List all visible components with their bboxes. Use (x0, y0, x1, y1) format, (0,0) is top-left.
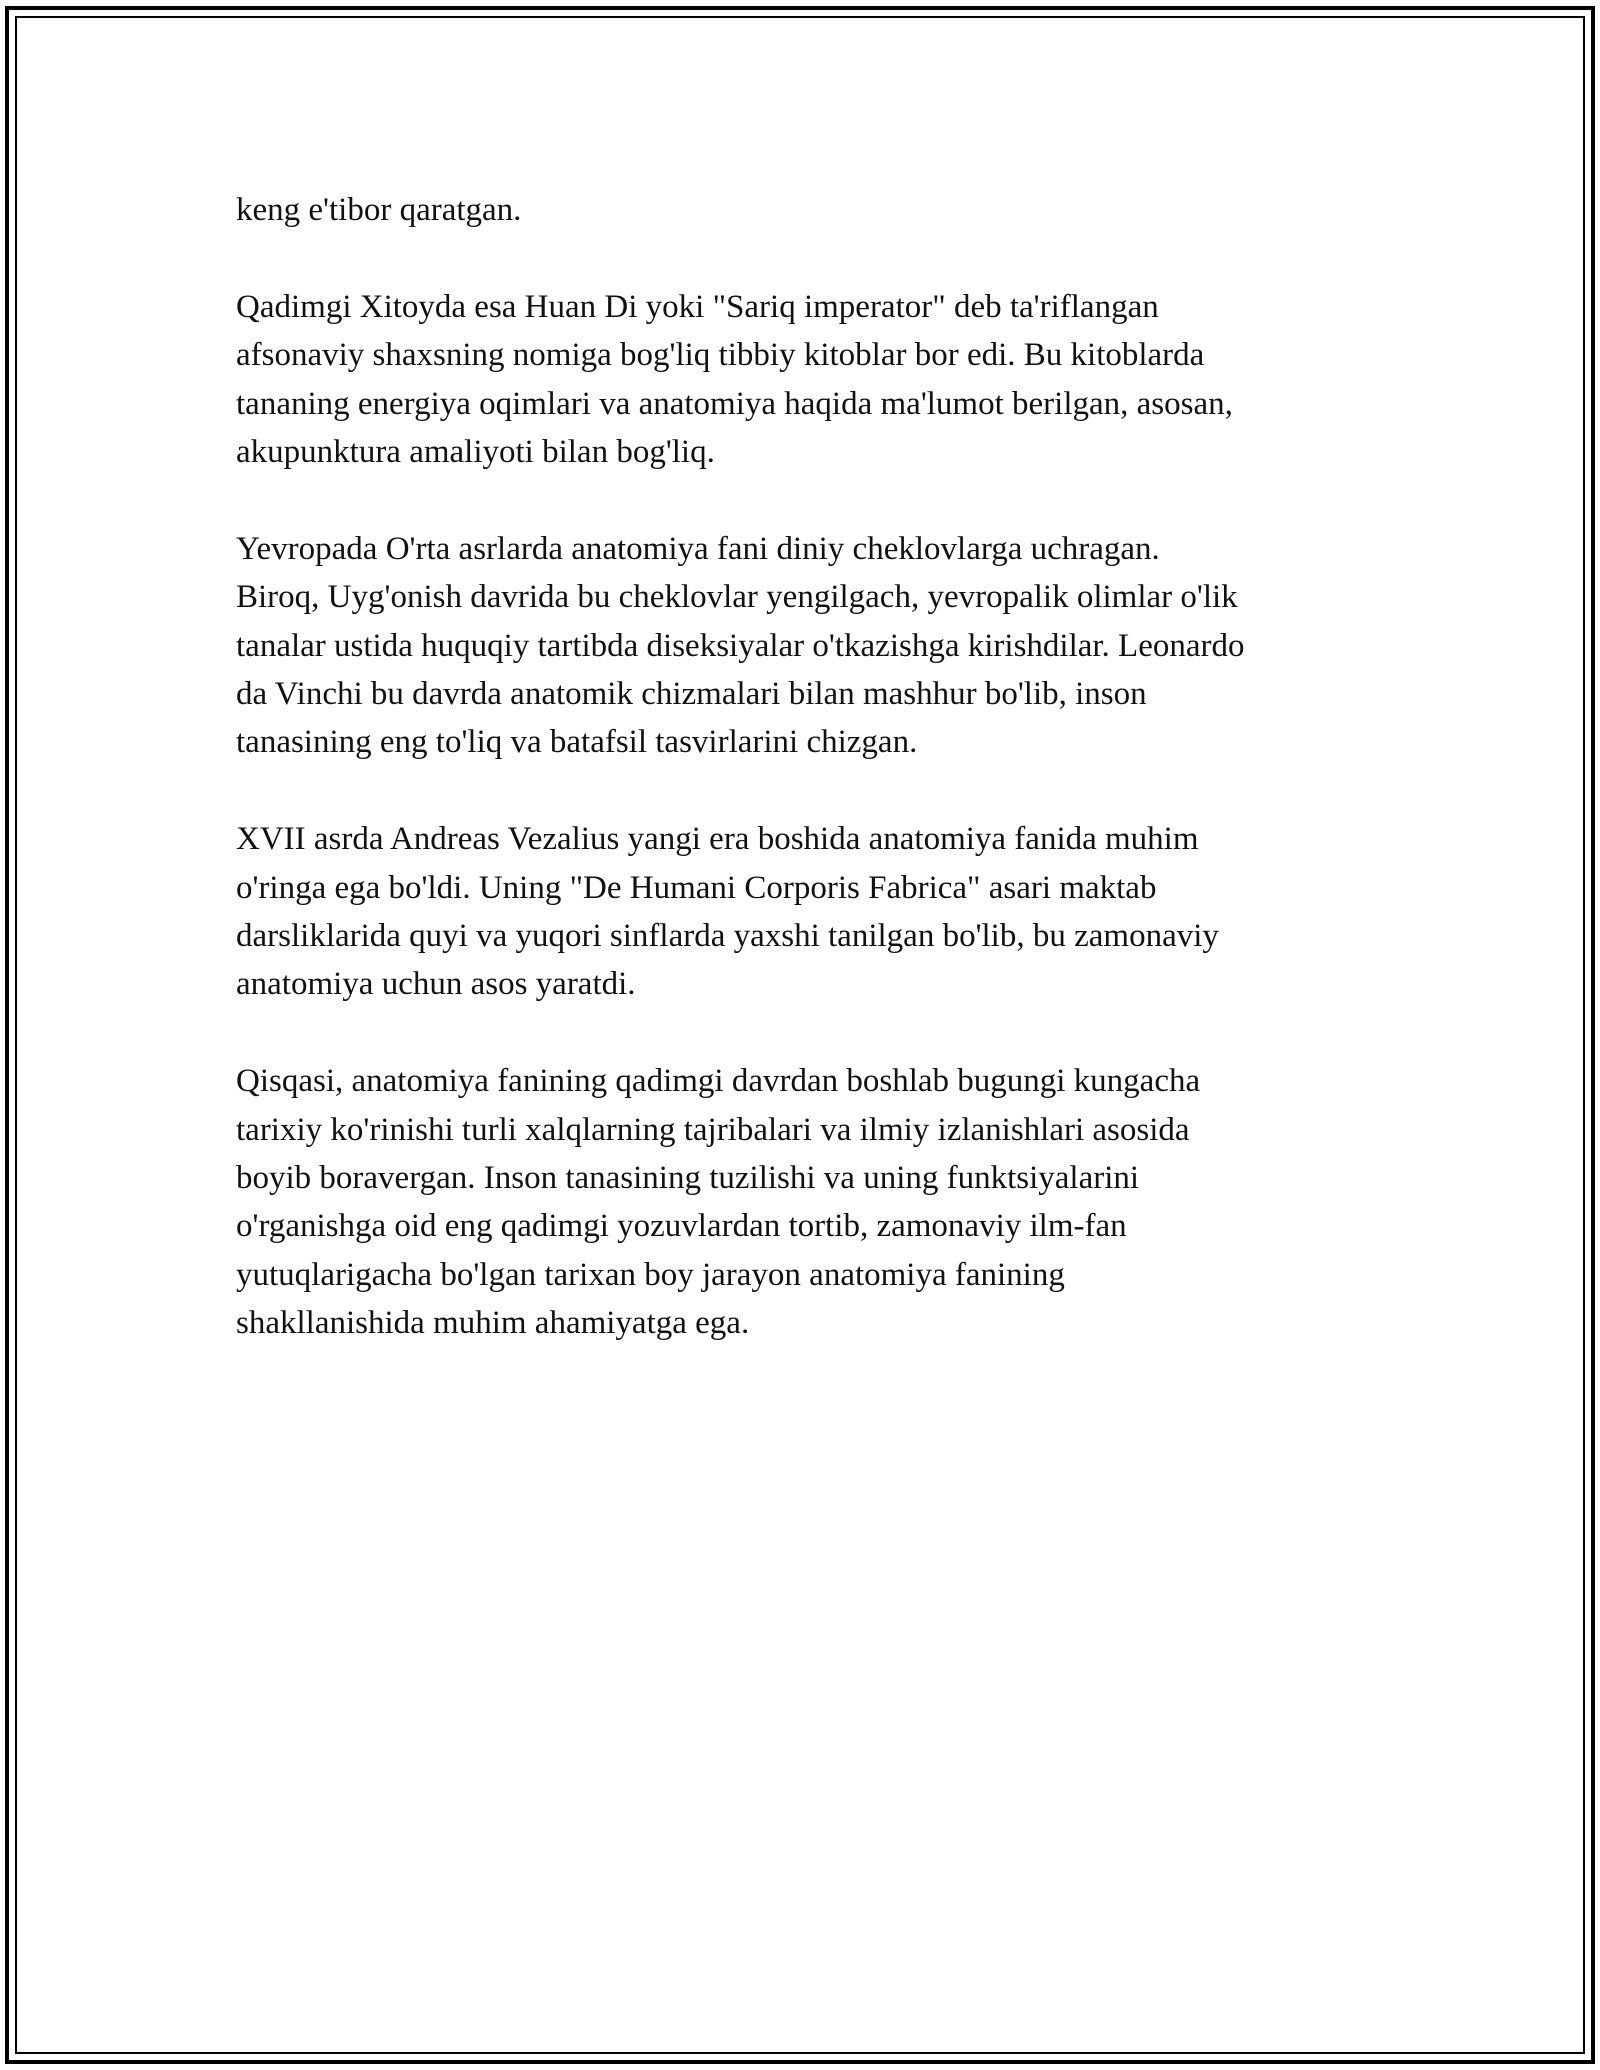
text-line: anatomiya uchun asos yaratdi. (236, 966, 636, 1003)
text-line: da Vinchi bu davrda anatomik chizmalari bilan mashhur bo'lib, inson (236, 676, 1147, 713)
text-line: boyib boravergan. Inson tanasining tuzilishi va uning funktsiyalarini (236, 1160, 1140, 1197)
text-line: keng e'tibor qaratgan. (236, 192, 522, 228)
paragraph-1 (236, 186, 1376, 234)
text-line: Qadimgi Xitoyda esa Huan Di yoki "Sariq imperator" deb ta'riflangan (236, 288, 1159, 325)
text-line: tanasining eng to'liq va batafsil tasvirlarini chizgan. (236, 724, 918, 761)
text-line: yutuqlarigacha bo'lgan tarixan boy jarayon anatomiya fanining (236, 1256, 1065, 1293)
paragraph-5 (236, 1057, 1376, 1347)
text-line: tarixiy ko'rinishi turli xalqlarning tajribalari va ilmiy izlanishlari asosida (236, 1111, 1190, 1148)
paragraph-3 (236, 525, 1376, 767)
text-line: Qisqasi, anatomiya fanining qadimgi davrdan boshlab bugungi kungacha (236, 1063, 1201, 1100)
text-line: tananing energiya oqimlari va anatomiya haqida ma'lumot berilgan, asosan, (236, 385, 1233, 422)
paragraph-2 (236, 283, 1376, 477)
text-line: Biroq, Uyg'onish davrida bu cheklovlar yengilgach, yevropalik olimlar o'lik (236, 579, 1238, 616)
text-line: XVII asrda Andreas Vezalius yangi era boshida anatomiya fanida muhim (236, 821, 1199, 858)
text-line: tanalar ustida huquqiy tartibda diseksiyalar o'tkazishga kirishdilar. Leonardo (236, 627, 1245, 664)
text-line: akupunktura amaliyoti bilan bog'liq. (236, 434, 715, 471)
document-body (236, 186, 1376, 1396)
text-line: o'rganishga oid eng qadimgi yozuvlardan tortib, zamonaviy ilm-fan (236, 1208, 1127, 1245)
text-line: darsliklarida quyi va yuqori sinflarda yaxshi tanilgan bo'lib, bu zamonaviy (236, 918, 1219, 955)
paragraph-4 (236, 815, 1376, 1009)
text-line: o'ringa ega bo'ldi. Uning "De Humani Corporis Fabrica" asari maktab (236, 869, 1157, 906)
text-line: afsonaviy shaxsning nomiga bog'liq tibbiy kitoblar bor edi. Bu kitoblarda (236, 337, 1205, 374)
text-line: shakllanishida muhim ahamiyatga ega. (236, 1305, 750, 1342)
text-line: Yevropada O'rta asrlarda anatomiya fani diniy cheklovlarga uchragan. (236, 530, 1160, 567)
